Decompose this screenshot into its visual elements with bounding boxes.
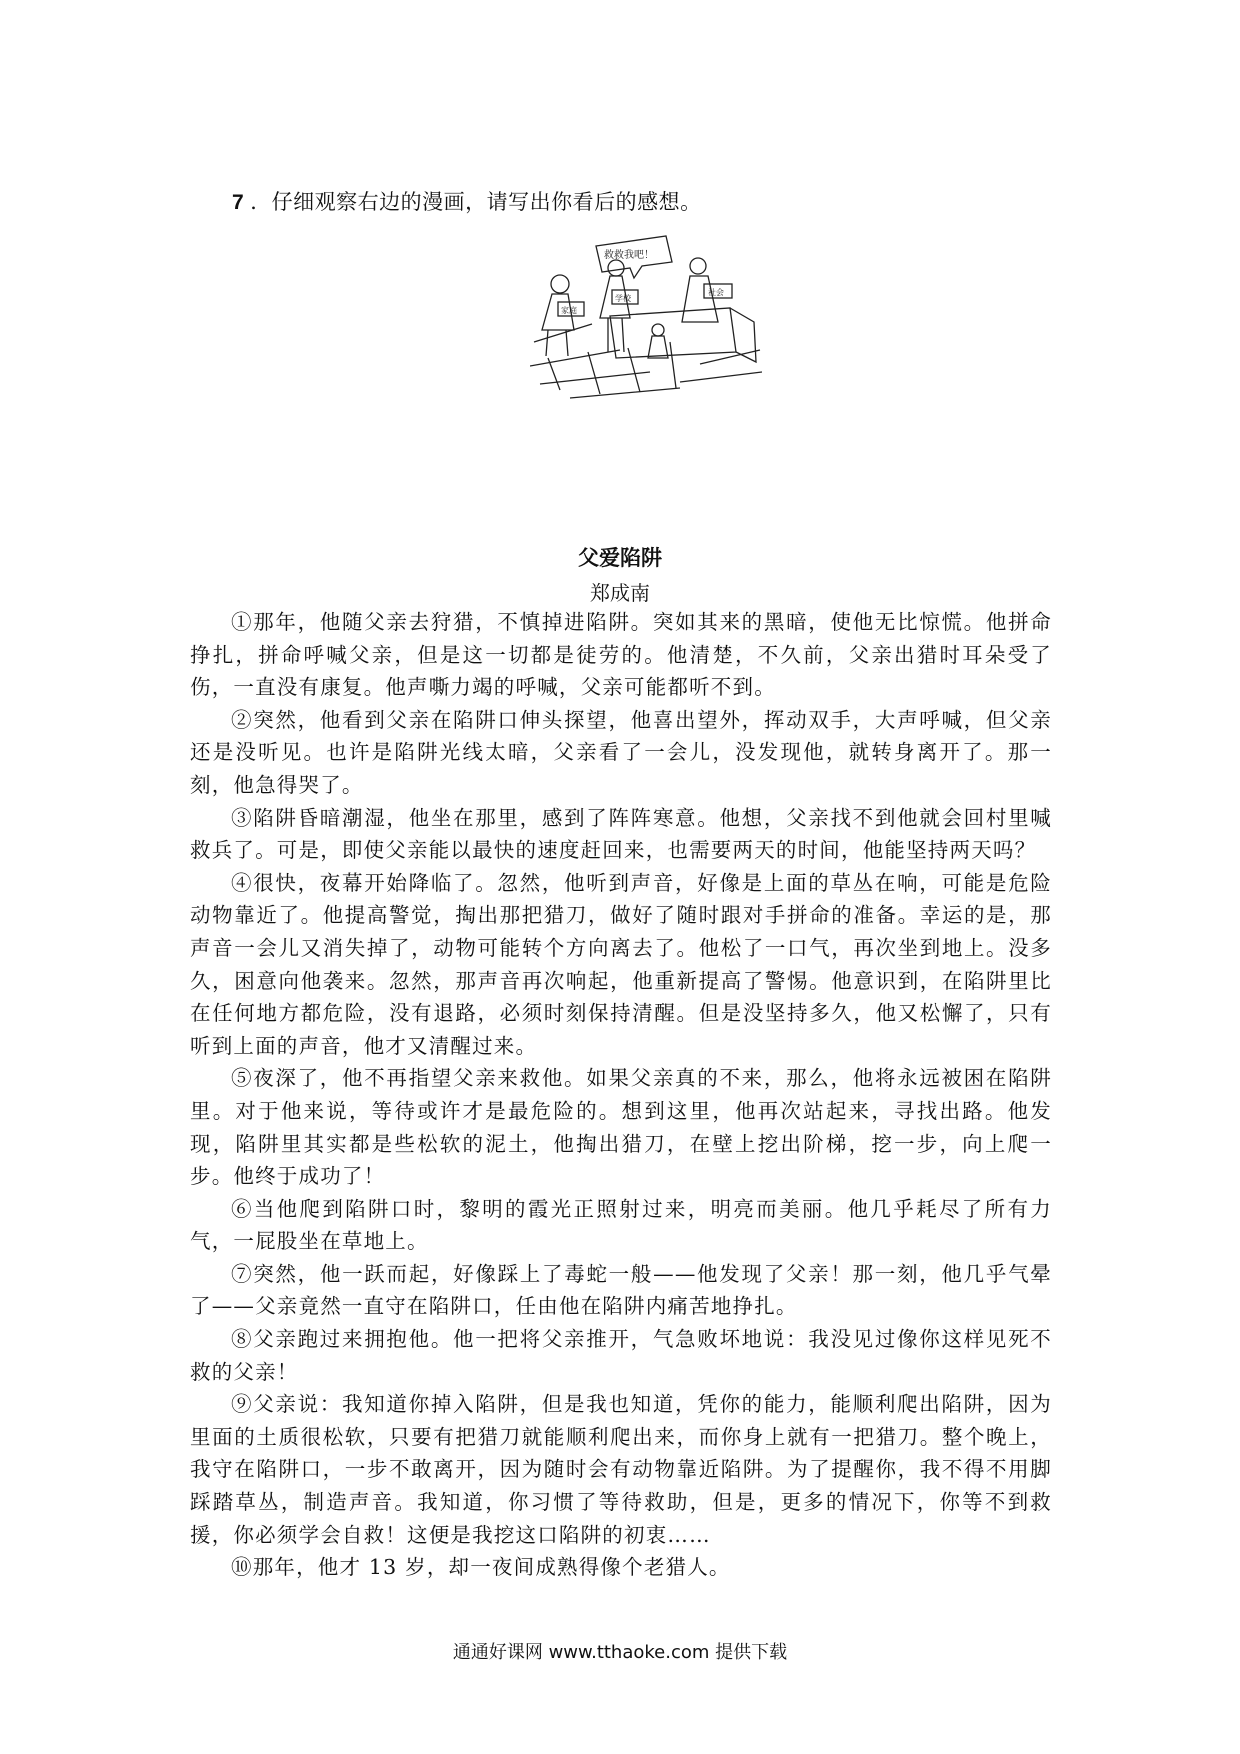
sign-family: 家庭 xyxy=(561,306,577,315)
paragraph-4: ④很快，夜幕开始降临了。忽然，他听到声音，好像是上面的草丛在响，可能是危险动物靠近了。他提高警觉，掏出那把猎刀，做好了随时跟对手拼命的准备。幸运的是，那声音一会儿又消失掉了，动物可能转个方向离去了。他松了一口气，再次坐到地上。没多久，困意向他袭来。忽然，那声音再次响起，他重新提高了警惕。他意识到，在陷阱里比在任何地方都危险，没有退路，必须时刻保持清醒。但是没坚持多久，他又松懈了，只有听到上面的声音，他才又清醒过来。 xyxy=(190,870,1052,1058)
paragraph-7: ⑦突然，他一跃而起，好像踩上了毒蛇一般——他发现了父亲！那一刻，他几乎气晕了——父亲竟然一直守在陷阱口，任由他在陷阱内痛苦地挣扎。 xyxy=(190,1261,1052,1319)
paragraph-1: ①那年，他随父亲去狩猎，不慎掉进陷阱。突如其来的黑暗，使他无比惊慌。他拼命挣扎，拼命呼喊父亲，但是这一切都是徒劳的。他清楚，不久前，父亲出猎时耳朵受了伤，一直没有康复。他声嘶力竭的呼喊，父亲可能都听不到。 xyxy=(190,610,1052,700)
sign-society: 社会 xyxy=(708,288,724,297)
paragraph-6: ⑥当他爬到陷阱口时，黎明的霞光正照射过来，明亮而美丽。他几乎耗尽了所有力气，一屁股坐在草地上。 xyxy=(190,1196,1052,1254)
paragraph-8: ⑧父亲跑过来拥抱他。他一把将父亲推开，气急败坏地说：我没见过像你这样见死不救的父亲！ xyxy=(190,1327,1052,1384)
cartoon-illustration xyxy=(530,232,762,400)
paragraph-9: ⑨父亲说：我知道你掉入陷阱，但是我也知道，凭你的能力，能顺利爬出陷阱，因为里面的土质很松软，只要有把猎刀就能顺利爬出来，而你身上就有一把猎刀。整个晚上，我守在陷阱口，一步不敢离开，因为随时会有动物靠近陷阱。为了提醒你，我不得不用脚踩踏草丛，制造声音。我知道，你习惯了等待救助，但是，更多的情况下，你等不到救援，你必须学会自救！这便是我挖这口陷阱的初衷…… xyxy=(190,1392,1052,1547)
paragraph-5: ⑤夜深了，他不再指望父亲来救他。如果父亲真的不来，那么，他将永远被困在陷阱里。对于他来说，等待或许才是最危险的。想到这里，他再次站起来，寻找出路。他发现，陷阱里其实都是些松软的泥土，他掏出猎刀，在壁上挖出阶梯，挖一步，向上爬一步。他终于成功了！ xyxy=(190,1066,1052,1189)
article-title: 父爱陷阱 xyxy=(578,546,662,570)
question-7 xyxy=(232,186,702,216)
speech-bubble-text: 救救我吧！ xyxy=(604,250,654,261)
article-body xyxy=(190,606,1052,1584)
question-text: ．仔细观察右边的漫画，请写出你看后的感想。 xyxy=(250,190,702,214)
page-footer: 通通好课网 www.tthaoke.com 提供下载 xyxy=(452,1642,788,1663)
question-number: 7 xyxy=(232,191,245,214)
paragraph-3: ③陷阱昏暗潮湿，他坐在那里，感到了阵阵寒意。他想，父亲找不到他就会回村里喊救兵了。可是，即使父亲能以最快的速度赶回来，也需要两天的时间，他能坚持两天吗？ xyxy=(190,805,1052,863)
article-author: 郑成南 xyxy=(590,581,650,605)
paragraph-10: ⑩那年，他才 13 岁，却一夜间成熟得像个老猎人。 xyxy=(231,1555,731,1580)
paragraph-2: ②突然，他看到父亲在陷阱口伸头探望，他喜出望外，挥动双手，大声呼喊，但父亲还是没听见。也许是陷阱光线太暗，父亲看了一会儿，没发现他，就转身离开了。那一刻，他急得哭了。 xyxy=(190,707,1052,797)
sign-school: 学校 xyxy=(615,294,631,303)
